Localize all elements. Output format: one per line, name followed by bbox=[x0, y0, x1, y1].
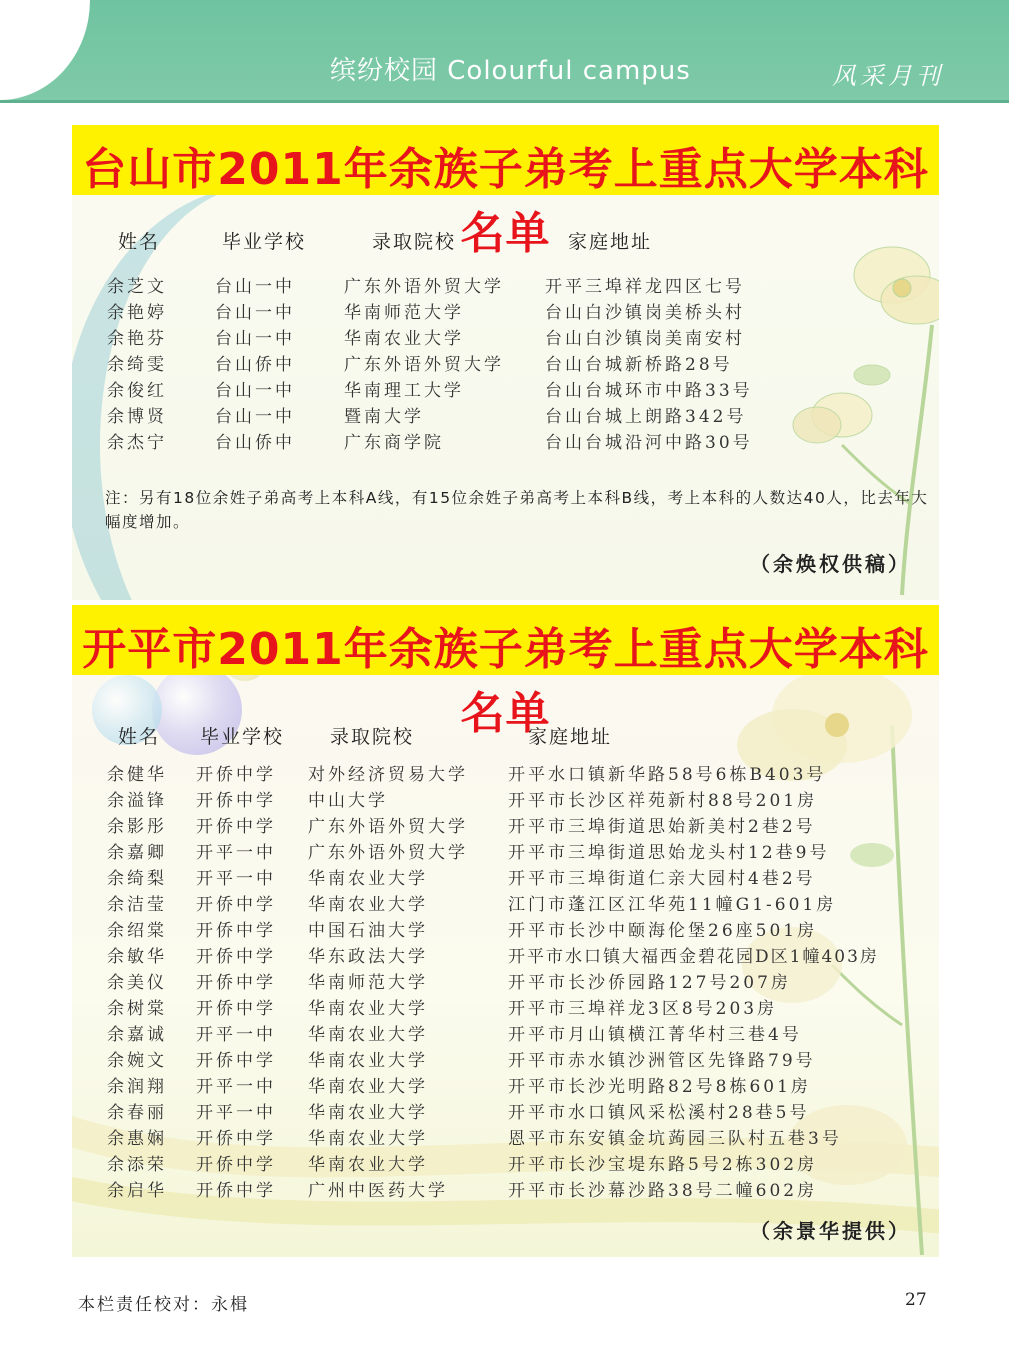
admitted-university: 华南理工大学 bbox=[344, 381, 464, 401]
page-number: 27 bbox=[905, 1290, 927, 1310]
home-address: 台山台城新桥路28号 bbox=[545, 355, 733, 375]
student-name: 余婉文 bbox=[107, 1051, 167, 1071]
graduated-school: 开侨中学 bbox=[196, 921, 276, 941]
admitted-university: 华南农业大学 bbox=[308, 1051, 428, 1071]
home-address: 开平市水口镇风采松溪村28巷5号 bbox=[508, 1103, 810, 1123]
student-name: 余惠娴 bbox=[107, 1129, 167, 1149]
student-name: 余嘉诚 bbox=[107, 1025, 167, 1045]
admitted-university: 华南师范大学 bbox=[308, 973, 428, 993]
student-name: 余俊红 bbox=[107, 381, 167, 401]
home-address: 开平市三埠街道仁亲大园村4巷2号 bbox=[508, 869, 816, 889]
graduated-school: 开侨中学 bbox=[196, 1155, 276, 1175]
admitted-university: 对外经济贸易大学 bbox=[308, 765, 468, 785]
admitted-university: 中国石油大学 bbox=[308, 921, 428, 941]
admitted-university: 中山大学 bbox=[308, 791, 388, 811]
graduated-school: 开侨中学 bbox=[196, 1129, 276, 1149]
home-address: 台山台城环市中路33号 bbox=[545, 381, 753, 401]
student-name: 余芝文 bbox=[107, 277, 167, 297]
home-address: 开平市长沙宝堤东路5号2栋302房 bbox=[508, 1155, 818, 1175]
graduated-school: 开侨中学 bbox=[196, 999, 276, 1019]
admitted-university: 华南农业大学 bbox=[308, 1077, 428, 1097]
admitted-university: 华南农业大学 bbox=[308, 999, 428, 1019]
student-name: 余树棠 bbox=[107, 999, 167, 1019]
header-university: 录取院校 bbox=[330, 726, 415, 748]
graduated-school: 台山侨中 bbox=[215, 433, 295, 453]
home-address: 开平市水口镇大福西金碧花园D区1幢403房 bbox=[508, 947, 879, 967]
student-name: 余洁莹 bbox=[107, 895, 167, 915]
graduated-school: 台山一中 bbox=[215, 329, 295, 349]
admitted-university: 广东外语外贸大学 bbox=[344, 277, 504, 297]
graduated-school: 开侨中学 bbox=[196, 765, 276, 785]
graduated-school: 开侨中学 bbox=[196, 1051, 276, 1071]
header-school: 毕业学校 bbox=[200, 726, 285, 748]
magazine-name: 风采月刊 bbox=[832, 62, 944, 90]
home-address: 开平市长沙中颐海伦堡26座501房 bbox=[508, 921, 818, 941]
student-name: 余绍棠 bbox=[107, 921, 167, 941]
student-name: 余添荣 bbox=[107, 1155, 167, 1175]
student-name: 余绮雯 bbox=[107, 355, 167, 375]
admitted-university: 华南农业大学 bbox=[308, 895, 428, 915]
graduated-school: 开平一中 bbox=[196, 843, 276, 863]
proofreader-credit: 本栏责任校对：永楫 bbox=[78, 1295, 249, 1315]
student-name: 余嘉卿 bbox=[107, 843, 167, 863]
home-address: 开平市长沙区祥苑新村88号201房 bbox=[508, 791, 818, 811]
admitted-university: 华南师范大学 bbox=[344, 303, 464, 323]
home-address: 开平市长沙幕沙路38号二幢602房 bbox=[508, 1181, 818, 1201]
header-university: 录取院校 bbox=[372, 231, 457, 253]
graduated-school: 开侨中学 bbox=[196, 791, 276, 811]
admitted-university: 华东政法大学 bbox=[308, 947, 428, 967]
section1-title: 台山市2011年余族子弟考上重点大学本科名单 bbox=[82, 144, 929, 259]
admitted-university: 华南农业大学 bbox=[308, 1155, 428, 1175]
header-name: 姓名 bbox=[118, 726, 161, 748]
graduated-school: 开侨中学 bbox=[196, 947, 276, 967]
home-address: 开平市三埠街道思始新美村2巷2号 bbox=[508, 817, 816, 837]
admitted-university: 广东外语外贸大学 bbox=[308, 843, 468, 863]
student-name: 余溢锋 bbox=[107, 791, 167, 811]
graduated-school: 台山一中 bbox=[215, 381, 295, 401]
home-address: 开平市长沙侨园路127号207房 bbox=[508, 973, 791, 993]
graduated-school: 台山一中 bbox=[215, 303, 295, 323]
admitted-university: 华南农业大学 bbox=[308, 1129, 428, 1149]
home-address: 恩平市东安镇金坑蒟园三队村五巷3号 bbox=[508, 1129, 842, 1149]
admitted-university: 华南农业大学 bbox=[308, 869, 428, 889]
home-address: 开平市月山镇横江菁华村三巷4号 bbox=[508, 1025, 802, 1045]
header-school: 毕业学校 bbox=[222, 231, 307, 253]
section1-credit: （余焕权供稿） bbox=[750, 552, 911, 576]
admitted-university: 华南农业大学 bbox=[308, 1103, 428, 1123]
student-name: 余敏华 bbox=[107, 947, 167, 967]
page-header bbox=[0, 0, 1009, 103]
admitted-university: 华南农业大学 bbox=[344, 329, 464, 349]
graduated-school: 台山一中 bbox=[215, 277, 295, 297]
admitted-university: 广东外语外贸大学 bbox=[308, 817, 468, 837]
admitted-university: 广东外语外贸大学 bbox=[344, 355, 504, 375]
header-name: 姓名 bbox=[118, 231, 161, 253]
home-address: 开平三埠祥龙四区七号 bbox=[545, 277, 745, 297]
home-address: 江门市蓬江区江华苑11幢G1-601房 bbox=[508, 895, 837, 915]
graduated-school: 开平一中 bbox=[196, 1077, 276, 1097]
header-address: 家庭地址 bbox=[528, 726, 613, 748]
admitted-university: 广东商学院 bbox=[344, 433, 444, 453]
graduated-school: 开侨中学 bbox=[196, 973, 276, 993]
section1-note: 注：另有18位余姓子弟高考上本科A线，有15位余姓子弟高考上本科B线，考上本科的人数达40人，比去年大幅度增加。 bbox=[105, 489, 929, 531]
home-address: 台山台城上朗路342号 bbox=[545, 407, 747, 427]
graduated-school: 开侨中学 bbox=[196, 1181, 276, 1201]
graduated-school: 开平一中 bbox=[196, 1025, 276, 1045]
graduated-school: 开平一中 bbox=[196, 1103, 276, 1123]
graduated-school: 开平一中 bbox=[196, 869, 276, 889]
student-name: 余绮梨 bbox=[107, 869, 167, 889]
graduated-school: 台山侨中 bbox=[215, 355, 295, 375]
home-address: 开平市三埠街道思始龙头村12巷9号 bbox=[508, 843, 830, 863]
student-name: 余润翔 bbox=[107, 1077, 167, 1097]
student-name: 余博贤 bbox=[107, 407, 167, 427]
home-address: 台山白沙镇岗美桥头村 bbox=[545, 303, 745, 323]
student-name: 余美仪 bbox=[107, 973, 167, 993]
home-address: 开平市三埠祥龙3区8号203房 bbox=[508, 999, 778, 1019]
student-name: 余艳芬 bbox=[107, 329, 167, 349]
header-address: 家庭地址 bbox=[568, 231, 653, 253]
graduated-school: 开侨中学 bbox=[196, 895, 276, 915]
admitted-university: 暨南大学 bbox=[344, 407, 424, 427]
header-title: 缤纷校园 Colourful campus bbox=[330, 56, 691, 86]
home-address: 开平水口镇新华路58号6栋B403号 bbox=[508, 765, 827, 785]
header-corner-decoration bbox=[0, 0, 90, 100]
student-name: 余影彤 bbox=[107, 817, 167, 837]
home-address: 开平市长沙光明路82号8栋601房 bbox=[508, 1077, 811, 1097]
home-address: 台山台城沿河中路30号 bbox=[545, 433, 753, 453]
admitted-university: 广州中医药大学 bbox=[308, 1181, 448, 1201]
student-name: 余健华 bbox=[107, 765, 167, 785]
graduated-school: 台山一中 bbox=[215, 407, 295, 427]
section2-title: 开平市2011年余族子弟考上重点大学本科名单 bbox=[82, 624, 929, 739]
home-address: 台山白沙镇岗美南安村 bbox=[545, 329, 745, 349]
student-name: 余杰宁 bbox=[107, 433, 167, 453]
admitted-university: 华南农业大学 bbox=[308, 1025, 428, 1045]
section2-credit: （余景华提供） bbox=[750, 1219, 911, 1243]
home-address: 开平市赤水镇沙洲管区先锋路79号 bbox=[508, 1051, 816, 1071]
student-name: 余启华 bbox=[107, 1181, 167, 1201]
student-name: 余艳婷 bbox=[107, 303, 167, 323]
graduated-school: 开侨中学 bbox=[196, 817, 276, 837]
student-name: 余春丽 bbox=[107, 1103, 167, 1123]
